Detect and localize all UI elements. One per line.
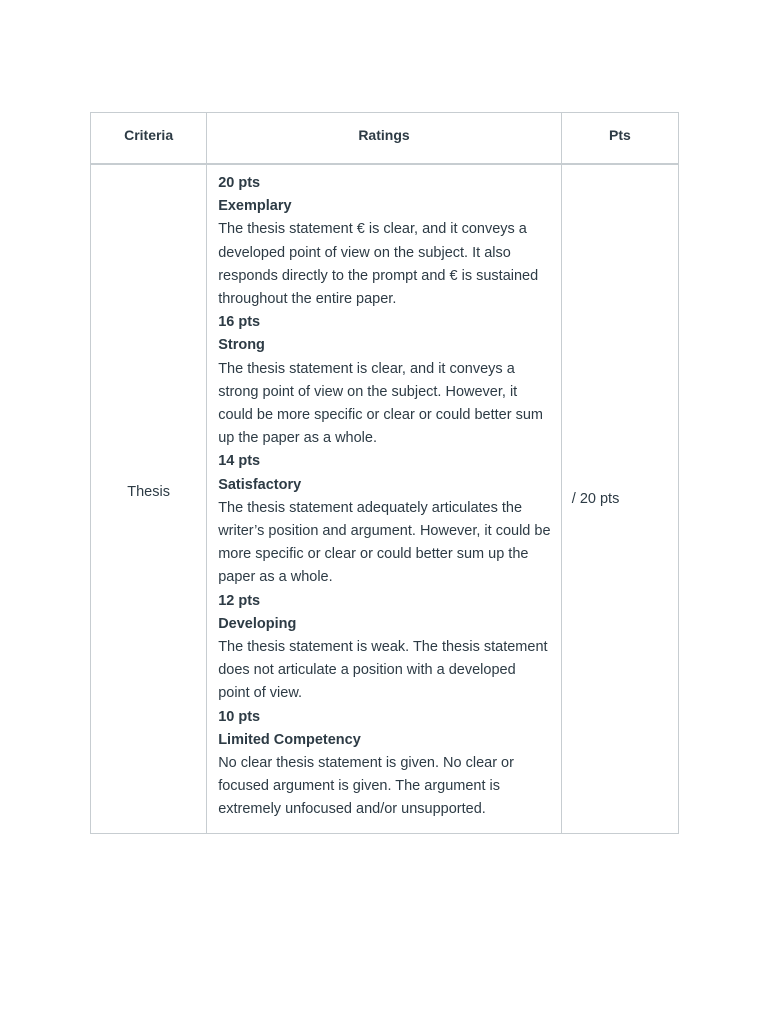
rating-label: Developing bbox=[218, 615, 297, 632]
rating-points: 14 pts bbox=[218, 453, 261, 470]
criterion-name: Thesis bbox=[91, 164, 207, 833]
rating-label: Limited Competency bbox=[218, 731, 361, 748]
rating-label: Strong bbox=[218, 337, 265, 354]
rating-description: The thesis statement € is clear, and it conveys a developed point of view on the subject. It also responds directly to the prompt and € is sustained throughout the entire paper. bbox=[218, 221, 539, 308]
rubric-header bbox=[91, 113, 679, 165]
rating-label: Exemplary bbox=[218, 198, 292, 215]
rating-strong bbox=[218, 311, 551, 450]
rating-exemplary bbox=[218, 172, 551, 311]
header-row bbox=[91, 113, 679, 165]
rubric-body bbox=[91, 164, 679, 833]
rating-points: 20 pts bbox=[218, 175, 261, 191]
rating-description: The thesis statement is weak. The thesis statement does not articulate a position with a developed point of view. bbox=[218, 639, 548, 702]
criteria-header: Criteria bbox=[91, 113, 207, 165]
points-possible: / 20 pts bbox=[561, 164, 678, 833]
ratings-cell bbox=[207, 164, 562, 833]
pts-header: Pts bbox=[561, 113, 678, 165]
rating-label: Satisfactory bbox=[218, 476, 302, 493]
ratings-header: Ratings bbox=[207, 113, 562, 165]
rating-satisfactory bbox=[218, 450, 551, 589]
criterion-row-thesis bbox=[91, 164, 679, 833]
rating-points: 12 pts bbox=[218, 592, 261, 609]
rating-limited-competency bbox=[218, 706, 551, 822]
rating-developing bbox=[218, 590, 551, 706]
rating-description: The thesis statement adequately articulates the writer’s position and argument. However, it could be more specific or clear or could better sum up the paper as a whole. bbox=[218, 499, 551, 586]
rubric-table bbox=[90, 112, 679, 834]
rating-points: 10 pts bbox=[218, 708, 261, 725]
rating-description: No clear thesis statement is given. No clear or focused argument is given. The argument is extremely unfocused and/or unsupported. bbox=[218, 755, 514, 818]
rating-points: 16 pts bbox=[218, 314, 261, 331]
rating-description: The thesis statement is clear, and it conveys a strong point of view on the subject. However, it could be more specific or clear or could better sum up the paper as a whole. bbox=[218, 360, 543, 447]
